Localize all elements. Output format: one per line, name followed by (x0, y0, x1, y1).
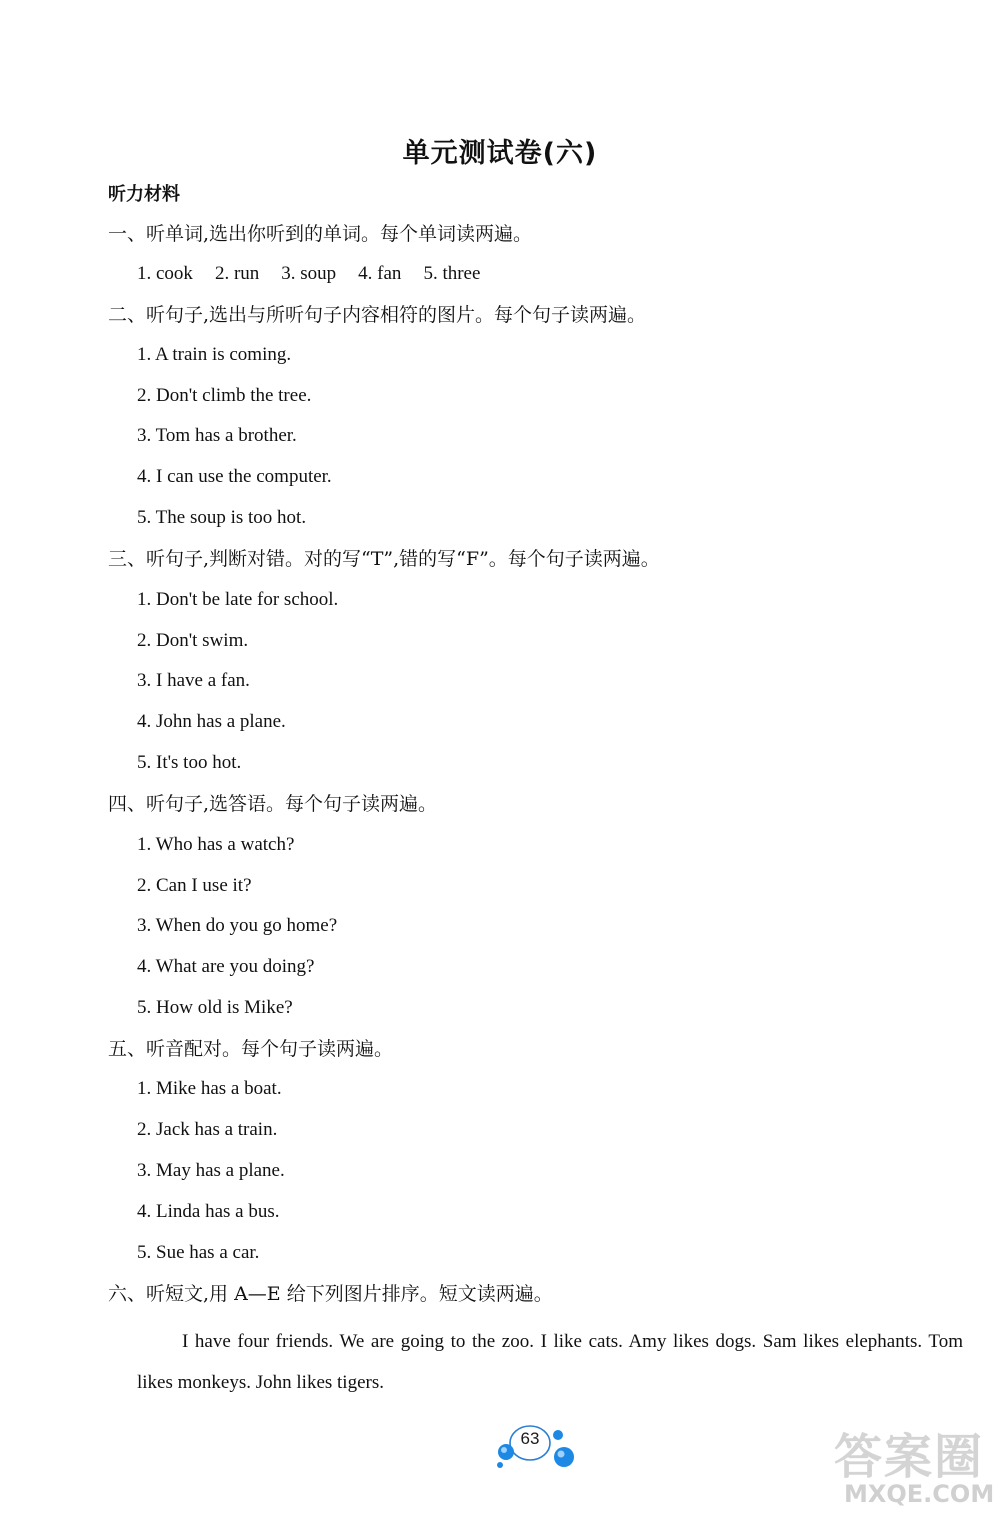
list-item: 1. Who has a watch? (137, 834, 295, 855)
section-6-passage: I have four friends. We are going to the zoo. I like cats. Amy likes dogs. Sam likes elephants. Tom likes monkeys. John likes tigers. (137, 1331, 963, 1393)
list-item: 2. Can I use it? (137, 875, 252, 896)
list-item: 1. A train is coming. (137, 344, 292, 365)
watermark-site: MXQE.COM (844, 1480, 995, 1508)
section-4-heading: 四、听句子,选答语。每个句子读两遍。 (108, 793, 438, 815)
list-item: 3. I have a fan. (137, 670, 250, 691)
section-5-heading: 五、听音配对。每个句子读两遍。 (108, 1038, 394, 1060)
list-item: 3. May has a plane. (137, 1160, 285, 1181)
list-item: 1. Mike has a boat. (137, 1078, 282, 1099)
list-item: 2. Don't swim. (137, 630, 249, 651)
list-item: 3. Tom has a brother. (137, 425, 297, 446)
page-title: 单元测试卷(六) (402, 138, 598, 169)
listening-material-heading: 听力材料 (108, 184, 180, 205)
list-item: 5. How old is Mike? (137, 997, 293, 1018)
watermark (830, 1418, 995, 1518)
section-3-heading: 三、听句子,判断对错。对的写“T”,错的写“F”。每个句子读两遍。 (108, 548, 660, 570)
list-item: 2. Don't climb the tree. (137, 385, 312, 406)
list-item: 5. The soup is too hot. (137, 507, 307, 528)
list-item: 5. It's too hot. (137, 752, 242, 773)
word-item: 3. soup (281, 263, 337, 284)
page-number-badge (496, 1419, 584, 1471)
list-item: 1. Don't be late for school. (137, 589, 339, 610)
watermark-text: 答案圈 (834, 1429, 985, 1485)
word-item: 1. cook (137, 263, 193, 284)
word-item: 2. run (214, 263, 260, 284)
section-6-heading: 六、听短文,用 A—E 给下列图片排序。短文读两遍。 (108, 1283, 553, 1305)
list-item: 4. I can use the computer. (137, 466, 332, 487)
list-item: 2. Jack has a train. (137, 1119, 278, 1140)
section-2-heading: 二、听句子,选出与所听句子内容相符的图片。每个句子读两遍。 (108, 304, 647, 326)
list-item: 4. What are you doing? (137, 956, 315, 977)
list-item: 3. When do you go home? (137, 915, 338, 936)
word-item: 5. three (423, 263, 481, 284)
list-item: 4. John has a plane. (137, 711, 286, 732)
list-item: 5. Sue has a car. (137, 1242, 260, 1263)
section-1-word-list (137, 262, 480, 286)
word-item: 4. fan (358, 263, 402, 284)
section-1-heading: 一、听单词,选出你听到的单词。每个单词读两遍。 (108, 223, 533, 245)
list-item: 4. Linda has a bus. (137, 1201, 280, 1222)
page-number: 63 (520, 1429, 540, 1448)
